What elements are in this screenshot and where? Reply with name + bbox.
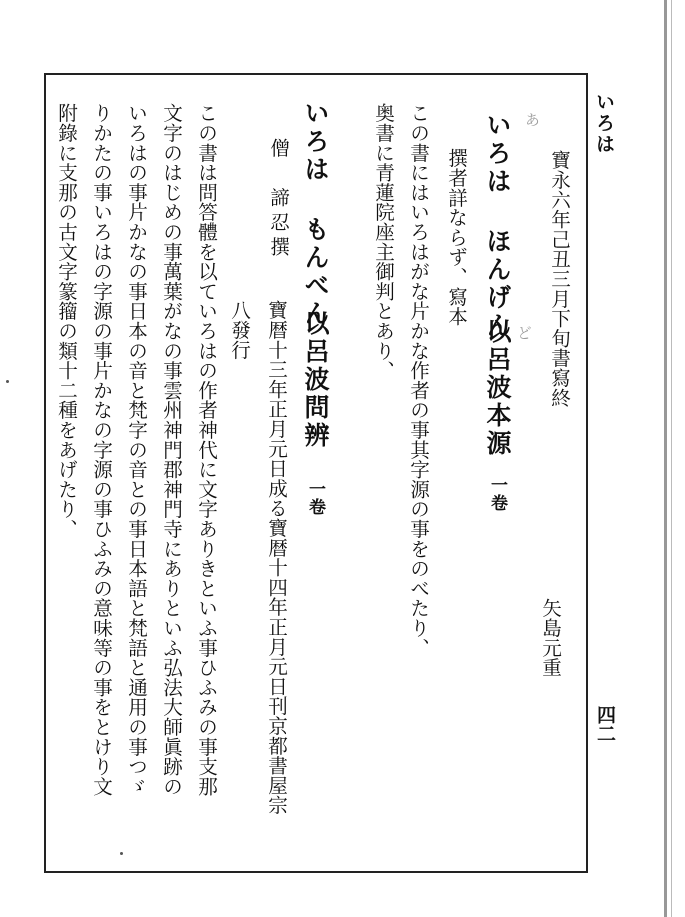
- entry-description-line: いろはの事片かなの事日本の音と梵字の音との事日本語と梵語と通用の事つゞ: [124, 103, 148, 796]
- entry-volumes: 一卷: [487, 476, 507, 512]
- entry-description-line: この書にはいろはがな片かな作者の事其字源の事をのべたり、: [406, 103, 430, 658]
- entry-publication-line: 八發行: [227, 300, 251, 360]
- page-number: 四二: [594, 705, 616, 743]
- entry-volumes: 一卷: [305, 480, 325, 516]
- entry-title-kana: いろは ほんげん: [483, 112, 512, 340]
- entry-description-line: 文字のはじめの事萬葉がなの事雲州神門郡神門寺にありといふ弘法大師眞跡の: [159, 103, 183, 796]
- entry-description-line: 奥書に青蓮院座主御判とあり、: [371, 103, 395, 381]
- entry-title-kana: いろは もんべん: [301, 100, 330, 328]
- entry-description-line: 附錄に支那の古文字篆籀の類十二種をあげたり、: [54, 103, 78, 539]
- entry-author: 僧 諦忍撰: [266, 138, 290, 261]
- entry-description-line: りかたの事いろはの字源の事片かなの字源の事ひふみの意味等の事をとけり文: [89, 103, 113, 796]
- previous-entry-author: 矢島元重: [538, 598, 562, 678]
- marginal-mark: ど: [515, 325, 533, 340]
- marginal-mark: あ: [523, 112, 541, 127]
- entry-title-kanji: 以呂波本源: [483, 318, 512, 458]
- entry-publication-line: 寶暦十三年正月元日成る寶暦十四年正月元日刊京都書屋宗: [264, 300, 288, 815]
- scan-edge-line-inner: [671, 0, 672, 917]
- entry-meta: 撰者詳ならず、寫本: [444, 148, 468, 327]
- scan-edge-line: [664, 0, 667, 917]
- entry-description-line: この書は問答體を以ていろはの作者神代に文字ありきといふ事ひふみの事支那: [194, 103, 218, 796]
- scan-speck: [6, 380, 9, 383]
- previous-entry-date-line: 寶永六年己丑三月下旬書寫終: [547, 150, 571, 408]
- entry-title-kanji: 以呂波問辨: [301, 310, 330, 450]
- running-header: いろは: [593, 92, 615, 155]
